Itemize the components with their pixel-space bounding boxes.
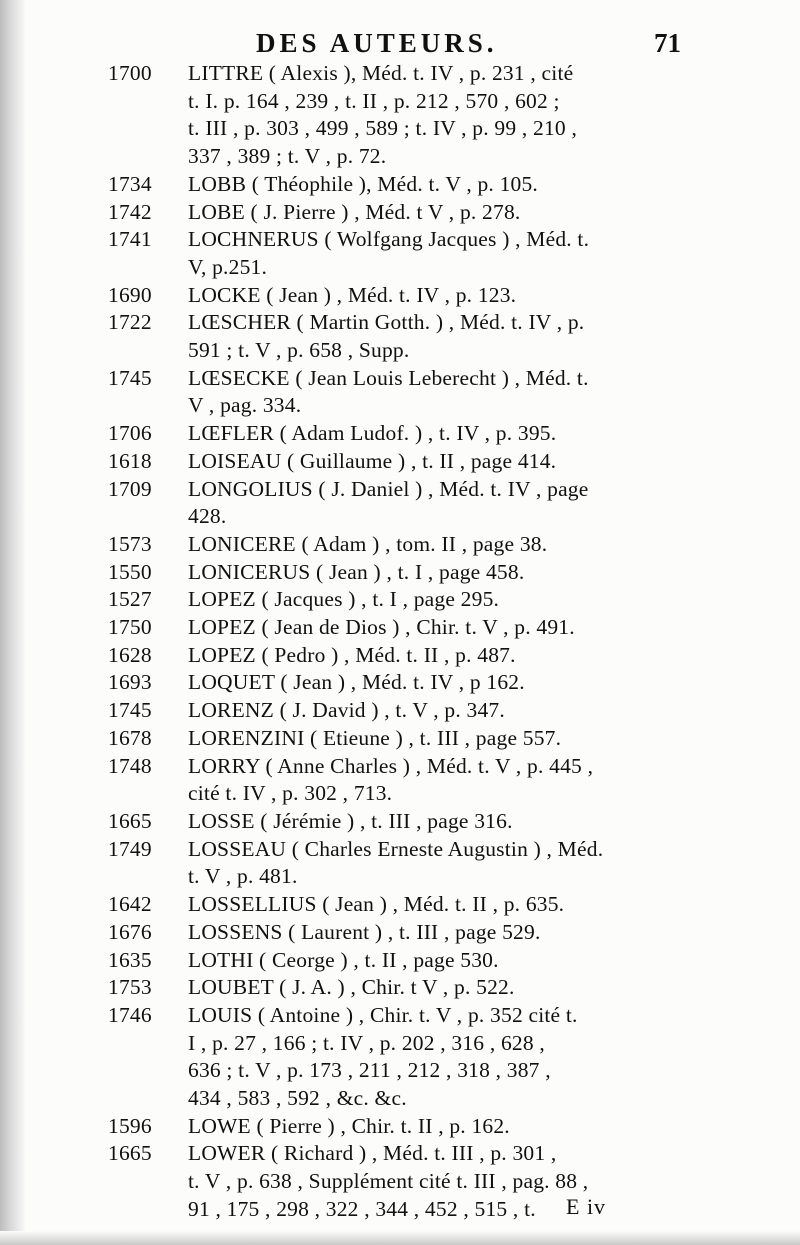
entry-text: LOSSEAU ( Charles Erneste Augustin ) , Méd. t. V , p. 481. [188,836,604,889]
entry-text: LORENZ ( J. David ) , t. V , p. 347. [188,698,505,723]
entry-text: LOBB ( Théophile ), Méd. t. V , p. 105. [188,171,538,196]
entry-year: 1618 [108,448,152,473]
entry-year: 1745 [108,698,152,723]
entry-text: LOWE ( Pierre ) , Chir. t. II , p. 162. [188,1113,510,1138]
entry-text: LOSSE ( Jérémie ) , t. III , page 316. [188,808,513,833]
entry-year: 1573 [108,531,152,556]
entry-year: 1550 [108,559,152,584]
entry-text: LOTHI ( Ceorge ) , t. II , page 530. [188,947,499,972]
signature-mark: E iv [566,1194,607,1219]
index-entry [108,1140,698,1223]
entry-year: 1750 [108,615,152,640]
index-entry [108,586,698,614]
entry-text: LORENZINI ( Etieune ) , t. III , page 557. [188,725,562,750]
entry-year: 1635 [108,947,152,972]
index-entry [108,476,698,531]
entry-year: 1753 [108,975,152,1000]
page-number: 71 [654,28,681,58]
index-entry [108,1113,698,1141]
entry-year: 1745 [108,365,152,390]
entry-year: 1527 [108,587,152,612]
index-entry [108,919,698,947]
index-entry [108,947,698,975]
index-entry [108,309,698,364]
entry-year: 1676 [108,919,152,944]
entry-year: 1706 [108,421,152,446]
entry-text: LONICERUS ( Jean ) , t. I , page 458. [188,559,525,584]
entry-year: 1678 [108,725,152,750]
page-gutter-shadow [0,0,26,1245]
page-bottom-shadow [0,1231,800,1245]
entry-year: 1642 [108,892,152,917]
entry-text: LOBE ( J. Pierre ) , Méd. t V , p. 278. [188,199,521,224]
entry-year: 1709 [108,476,152,501]
entry-text: LOQUET ( Jean ) , Méd. t. IV , p 162. [188,670,525,695]
entry-text: LOUBET ( J. A. ) , Chir. t V , p. 522. [188,975,515,1000]
entry-text: LOISEAU ( Guillaume ) , t. II , page 414. [188,448,557,473]
entry-year: 1596 [108,1113,152,1138]
entry-text: LITTRE ( Alexis ), Méd. t. IV , p. 231 , cité t. I. p. 164 , 239 , t. II , p. 212 , 570 , 602 ; t. III , p. 303 , 499 , 589 ; t. IV , p. 99 , 210 , 337 , 389 ; t. V , p. 72. [188,61,578,169]
index-entry [108,226,698,281]
index-entry [108,974,698,1002]
entry-year: 1742 [108,199,152,224]
index-entry [108,725,698,753]
index-entry [108,891,698,919]
entry-text: LŒFLER ( Adam Ludof. ) , t. IV , p. 395. [188,421,557,446]
index-entry [108,614,698,642]
index-entry [108,642,698,670]
entry-year: 1748 [108,753,152,778]
entry-text: LOWER ( Richard ) , Méd. t. III , p. 301 , t. V , p. 638 , Supplément cité t. III , pag. 88 , 91 , 175 , 298 , 322 , 344 , 452 , 515 , t. [188,1141,589,1221]
entry-text: LOSSENS ( Laurent ) , t. III , page 529. [188,919,541,944]
entry-year: 1734 [108,171,152,196]
index-entry [108,1002,698,1113]
index-entry [108,60,698,171]
entry-text: LOUIS ( Antoine ) , Chir. t. V , p. 352 cité t. I , p. 27 , 166 ; t. IV , p. 202 , 316 , 628 , 636 ; t. V , p. 173 , 211 , 212 , 318 , 387 , 434 , 583 , 592 , &c. &c. [188,1002,578,1111]
entry-text: LOSSELLIUS ( Jean ) , Méd. t. II , p. 635. [188,892,565,917]
entry-year: 1722 [108,310,152,335]
index-entry [108,365,698,420]
entry-text: LOCKE ( Jean ) , Méd. t. IV , p. 123. [188,282,517,307]
index-entry [108,808,698,836]
entry-year: 1746 [108,1002,152,1027]
entry-text: LONICERE ( Adam ) , tom. II , page 38. [188,531,548,556]
entry-year: 1749 [108,836,152,861]
index-entry [108,697,698,725]
index-entry [108,420,698,448]
entry-year: 1700 [108,61,152,85]
index-entry [108,669,698,697]
index-entry [108,753,698,808]
entry-text: LOPEZ ( Jacques ) , t. I , page 295. [188,587,500,612]
index-entry [108,836,698,891]
index-entry [108,531,698,559]
entry-year: 1665 [108,808,152,833]
author-index-list [108,60,698,1224]
entry-year: 1741 [108,227,152,252]
entry-text: LOCHNERUS ( Wolfgang Jacques ) , Méd. t. V, p.251. [188,227,590,279]
entry-text: LOPEZ ( Jean de Dios ) , Chir. t. V , p. 491. [188,615,575,640]
entry-year: 1693 [108,670,152,695]
running-head: DES AUTEURS. [256,28,498,58]
index-entry [108,199,698,227]
entry-text: LOPEZ ( Pedro ) , Méd. t. II , p. 487. [188,642,516,667]
entry-text: LORRY ( Anne Charles ) , Méd. t. V , p. 445 , cité t. IV , p. 302 , 713. [188,753,594,806]
entry-year: 1690 [108,282,152,307]
entry-year: 1665 [108,1141,152,1166]
entry-year: 1628 [108,642,152,667]
entry-text: LONGOLIUS ( J. Daniel ) , Méd. t. IV , page 428. [188,476,589,529]
entry-text: LŒSCHER ( Martin Gotth. ) , Méd. t. IV , p. 591 ; t. V , p. 658 , Supp. [188,310,585,363]
index-entry [108,448,698,476]
index-entry [108,282,698,310]
index-entry [108,559,698,587]
index-entry [108,171,698,199]
entry-text: LŒSECKE ( Jean Louis Leberecht ) , Méd. t. V , pag. 334. [188,365,589,418]
